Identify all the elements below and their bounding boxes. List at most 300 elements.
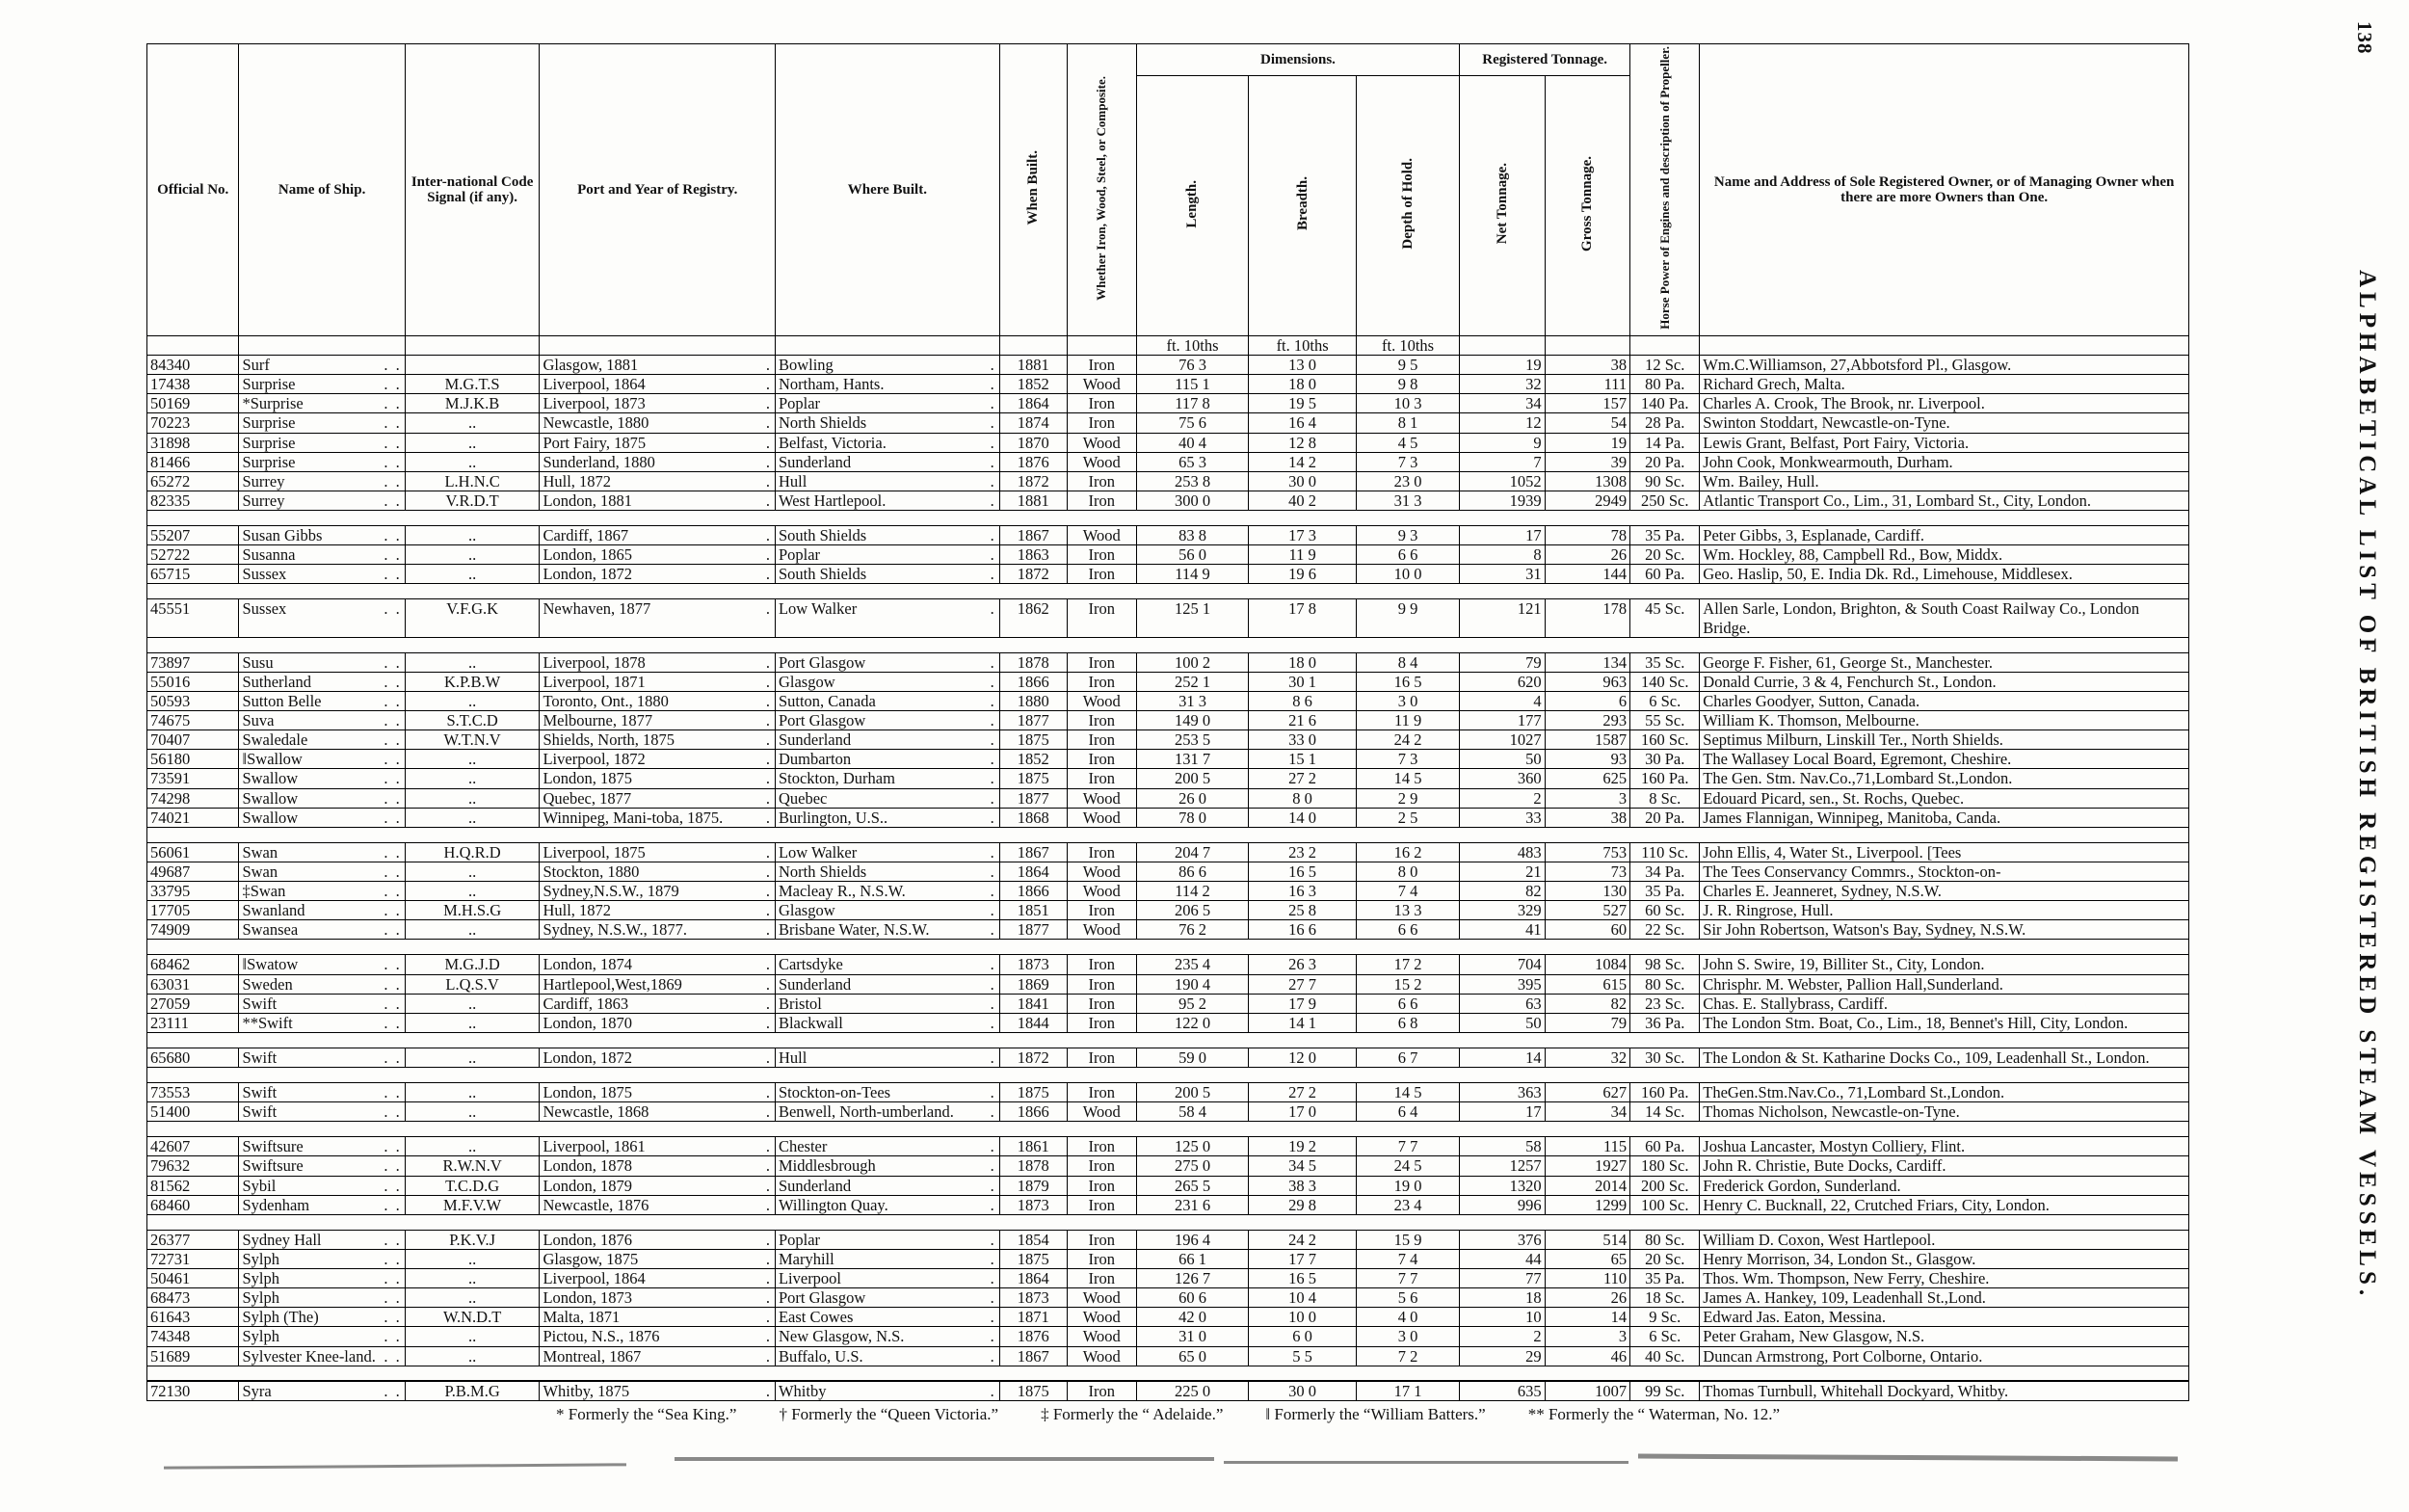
- cell-where-built: North Shields .: [775, 413, 999, 433]
- cell-where-built: Blackwall .: [775, 1013, 999, 1032]
- cell-gross-tonnage: 2949: [1545, 491, 1630, 510]
- cell-official-no: 17705: [147, 901, 239, 920]
- units-blank: [999, 335, 1067, 355]
- cell-horse-power: 6 Sc.: [1630, 691, 1700, 710]
- cell-owner: John R. Christie, Bute Docks, Cardiff.: [1700, 1156, 2189, 1176]
- table-row[interactable]: [147, 599, 2189, 637]
- cell-when-built: 1862: [999, 599, 1067, 637]
- cell-horse-power: 9 Sc.: [1630, 1308, 1700, 1327]
- cell-breadth: 34 5: [1249, 1156, 1357, 1176]
- cell-breadth: 33 0: [1249, 730, 1357, 750]
- cell-net-tonnage: 29: [1460, 1346, 1545, 1366]
- cell-port-and-year: London, 1865 .: [540, 545, 775, 565]
- cell-net-tonnage: 329: [1460, 901, 1545, 920]
- cell-material: Iron: [1067, 750, 1136, 769]
- header-horse-power: Horse Power of Engines and description of Propeller.: [1630, 44, 1700, 336]
- table-row[interactable]: [147, 1048, 2189, 1067]
- cell-official-no: 33795: [147, 882, 239, 901]
- cell-owner: Peter Graham, New Glasgow, N.S.: [1700, 1327, 2189, 1346]
- cell-net-tonnage: 17: [1460, 1102, 1545, 1122]
- cell-code-signal: R.W.N.V: [405, 1156, 540, 1176]
- cell-port-and-year: Liverpool, 1864 .: [540, 375, 775, 394]
- table-row[interactable]: [147, 565, 2189, 584]
- cell-breadth: 17 7: [1249, 1249, 1357, 1268]
- table-row[interactable]: [147, 1195, 2189, 1214]
- cell-net-tonnage: 2: [1460, 1327, 1545, 1346]
- cell-material: Wood: [1067, 526, 1136, 545]
- cell-breadth: 16 6: [1249, 920, 1357, 940]
- table-row[interactable]: [147, 1156, 2189, 1176]
- cell-length: 58 4: [1136, 1102, 1248, 1122]
- table-row[interactable]: [147, 1102, 2189, 1122]
- cell-material: Iron: [1067, 652, 1136, 672]
- row-spacer: [147, 1068, 2189, 1083]
- cell-port-and-year: London, 1872 .: [540, 565, 775, 584]
- cell-name-of-ship: Sutherland . .: [239, 672, 405, 691]
- cell-owner: Wm. Bailey, Hull.: [1700, 471, 2189, 491]
- cell-name-of-ship: Sydenham . .: [239, 1195, 405, 1214]
- cell-when-built: 1863: [999, 545, 1067, 565]
- cell-port-and-year: Melbourne, 1877 .: [540, 711, 775, 730]
- cell-name-of-ship: Swan . .: [239, 862, 405, 881]
- cell-length: 200 5: [1136, 1083, 1248, 1102]
- cell-owner: John S. Swire, 19, Billiter St., City, London.: [1700, 955, 2189, 974]
- table-row[interactable]: [147, 433, 2189, 452]
- cell-horse-power: 60 Sc.: [1630, 901, 1700, 920]
- header-port-and-year: Port and Year of Registry.: [540, 44, 775, 336]
- cell-breadth: 16 4: [1249, 413, 1357, 433]
- cell-official-no: 79632: [147, 1156, 239, 1176]
- cell-name-of-ship: Surprise . .: [239, 433, 405, 452]
- cell-where-built: Sunderland .: [775, 452, 999, 471]
- cell-breadth: 27 2: [1249, 769, 1357, 788]
- table-row[interactable]: [147, 1269, 2189, 1288]
- cell-owner: James A. Hankey, 109, Leadenhall St.,Lond.: [1700, 1288, 2189, 1308]
- cell-horse-power: 36 Pa.: [1630, 1013, 1700, 1032]
- cell-port-and-year: Liverpool, 1875 .: [540, 842, 775, 862]
- cell-code-signal: ..: [405, 882, 540, 901]
- cell-material: Iron: [1067, 1083, 1136, 1102]
- cell-net-tonnage: 4: [1460, 691, 1545, 710]
- cell-when-built: 1877: [999, 788, 1067, 808]
- table-row[interactable]: [147, 882, 2189, 901]
- cell-where-built: Bowling .: [775, 356, 999, 375]
- cell-material: Iron: [1067, 413, 1136, 433]
- cell-net-tonnage: 363: [1460, 1083, 1545, 1102]
- table-row[interactable]: [147, 1083, 2189, 1102]
- cell-depth: 17 1: [1357, 1381, 1460, 1400]
- cell-gross-tonnage: 54: [1545, 413, 1630, 433]
- cell-breadth: 30 0: [1249, 471, 1357, 491]
- cell-horse-power: 30 Pa.: [1630, 750, 1700, 769]
- cell-where-built: Cartsdyke .: [775, 955, 999, 974]
- cell-official-no: 50461: [147, 1269, 239, 1288]
- cell-when-built: 1841: [999, 994, 1067, 1013]
- cell-official-no: 70223: [147, 413, 239, 433]
- cell-code-signal: ..: [405, 452, 540, 471]
- cell-name-of-ship: Suva . .: [239, 711, 405, 730]
- cell-when-built: 1879: [999, 1176, 1067, 1195]
- cell-where-built: Willington Quay. .: [775, 1195, 999, 1214]
- table-row[interactable]: [147, 711, 2189, 730]
- cell-net-tonnage: 77: [1460, 1269, 1545, 1288]
- cell-material: Iron: [1067, 545, 1136, 565]
- cell-code-signal: ..: [405, 545, 540, 565]
- cell-port-and-year: Winnipeg, Mani-toba, 1875. .: [540, 808, 775, 827]
- cell-depth: 4 5: [1357, 433, 1460, 452]
- cell-port-and-year: Liverpool, 1878 .: [540, 652, 775, 672]
- cell-depth: 10 3: [1357, 394, 1460, 413]
- cell-owner: Chas. E. Stallybrass, Cardiff.: [1700, 994, 2189, 1013]
- table-row[interactable]: [147, 1249, 2189, 1268]
- cell-breadth: 30 1: [1249, 672, 1357, 691]
- cell-net-tonnage: 17: [1460, 526, 1545, 545]
- cell-length: 117 8: [1136, 394, 1248, 413]
- cell-where-built: New Glasgow, N.S. .: [775, 1327, 999, 1346]
- cell-gross-tonnage: 111: [1545, 375, 1630, 394]
- cell-net-tonnage: 395: [1460, 974, 1545, 994]
- cell-gross-tonnage: 615: [1545, 974, 1630, 994]
- cell-where-built: Brisbane Water, N.S.W. .: [775, 920, 999, 940]
- table-row[interactable]: [147, 1327, 2189, 1346]
- cell-when-built: 1870: [999, 433, 1067, 452]
- cell-code-signal: W.N.D.T: [405, 1308, 540, 1327]
- cell-where-built: Buffalo, U.S. .: [775, 1346, 999, 1366]
- cell-name-of-ship: Sylph (The) . .: [239, 1308, 405, 1327]
- table-row[interactable]: [147, 788, 2189, 808]
- cell-net-tonnage: 19: [1460, 356, 1545, 375]
- cell-depth: 3 0: [1357, 1327, 1460, 1346]
- cell-port-and-year: Newhaven, 1877 .: [540, 599, 775, 637]
- cell-owner: Charles A. Crook, The Brook, nr. Liverpool.: [1700, 394, 2189, 413]
- header-length: Length.: [1136, 76, 1248, 336]
- cell-material: Wood: [1067, 433, 1136, 452]
- cell-breadth: 8 6: [1249, 691, 1357, 710]
- cell-gross-tonnage: 1007: [1545, 1381, 1630, 1400]
- cell-when-built: 1864: [999, 862, 1067, 881]
- table-row[interactable]: [147, 652, 2189, 672]
- cell-material: Iron: [1067, 394, 1136, 413]
- table-row[interactable]: [147, 672, 2189, 691]
- cell-gross-tonnage: 65: [1545, 1249, 1630, 1268]
- header-dimensions: Dimensions.: [1136, 44, 1459, 76]
- cell-where-built: West Hartlepool. .: [775, 491, 999, 510]
- cell-net-tonnage: 360: [1460, 769, 1545, 788]
- cell-breadth: 12 8: [1249, 433, 1357, 452]
- table-row[interactable]: [147, 413, 2189, 433]
- cell-horse-power: 28 Pa.: [1630, 413, 1700, 433]
- cell-official-no: 63031: [147, 974, 239, 994]
- cell-length: 86 6: [1136, 862, 1248, 881]
- cell-breadth: 38 3: [1249, 1176, 1357, 1195]
- cell-where-built: Port Glasgow .: [775, 711, 999, 730]
- cell-official-no: 73591: [147, 769, 239, 788]
- cell-where-built: North Shields .: [775, 862, 999, 881]
- row-spacer: [147, 1032, 2189, 1048]
- table-row[interactable]: [147, 394, 2189, 413]
- table-row[interactable]: [147, 769, 2189, 788]
- cell-material: Wood: [1067, 375, 1136, 394]
- table-row[interactable]: [147, 491, 2189, 510]
- table-row[interactable]: [147, 862, 2189, 881]
- cell-horse-power: 18 Sc.: [1630, 1288, 1700, 1308]
- cell-horse-power: 12 Sc.: [1630, 356, 1700, 375]
- cell-name-of-ship: Sweden . .: [239, 974, 405, 994]
- cell-length: 235 4: [1136, 955, 1248, 974]
- cell-horse-power: 6 Sc.: [1630, 1327, 1700, 1346]
- table-row[interactable]: [147, 974, 2189, 994]
- cell-gross-tonnage: 26: [1545, 1288, 1630, 1308]
- cell-where-built: Stockton, Durham .: [775, 769, 999, 788]
- table-row[interactable]: [147, 1381, 2189, 1400]
- cell-length: 26 0: [1136, 788, 1248, 808]
- cell-when-built: 1867: [999, 1346, 1067, 1366]
- cell-owner: Henry Morrison, 34, London St., Glasgow.: [1700, 1249, 2189, 1268]
- cell-port-and-year: Newcastle, 1868 .: [540, 1102, 775, 1122]
- cell-name-of-ship: Surrey . .: [239, 471, 405, 491]
- table-row[interactable]: [147, 452, 2189, 471]
- cell-depth: 11 9: [1357, 711, 1460, 730]
- cell-gross-tonnage: 2014: [1545, 1176, 1630, 1195]
- cell-name-of-ship: Swift . .: [239, 1048, 405, 1067]
- cell-gross-tonnage: 78: [1545, 526, 1630, 545]
- cell-port-and-year: Port Fairy, 1875 .: [540, 433, 775, 452]
- cell-depth: 10 0: [1357, 565, 1460, 584]
- cell-breadth: 8 0: [1249, 788, 1357, 808]
- cell-port-and-year: Liverpool, 1872 .: [540, 750, 775, 769]
- cell-material: Wood: [1067, 1308, 1136, 1327]
- cell-length: 75 6: [1136, 413, 1248, 433]
- cell-gross-tonnage: 1587: [1545, 730, 1630, 750]
- cell-port-and-year: Newcastle, 1880 .: [540, 413, 775, 433]
- cell-name-of-ship: Sybil . .: [239, 1176, 405, 1195]
- cell-when-built: 1866: [999, 1102, 1067, 1122]
- cell-where-built: Quebec .: [775, 788, 999, 808]
- cell-name-of-ship: Sylvester Knee-land. . .: [239, 1346, 405, 1366]
- cell-when-built: 1864: [999, 394, 1067, 413]
- cell-horse-power: 60 Pa.: [1630, 1137, 1700, 1156]
- cell-gross-tonnage: 3: [1545, 788, 1630, 808]
- table-row[interactable]: [147, 471, 2189, 491]
- cell-length: 122 0: [1136, 1013, 1248, 1032]
- cell-where-built: Glasgow .: [775, 672, 999, 691]
- cell-gross-tonnage: 60: [1545, 920, 1630, 940]
- cell-official-no: 68460: [147, 1195, 239, 1214]
- cell-where-built: Maryhill .: [775, 1249, 999, 1268]
- cell-name-of-ship: Sylph . .: [239, 1269, 405, 1288]
- cell-port-and-year: Cardiff, 1867 .: [540, 526, 775, 545]
- cell-gross-tonnage: 82: [1545, 994, 1630, 1013]
- cell-net-tonnage: 32: [1460, 375, 1545, 394]
- units-blank: [775, 335, 999, 355]
- cell-net-tonnage: 21: [1460, 862, 1545, 881]
- footnote: ‖ Formerly the “William Batters.”: [1265, 1405, 1486, 1423]
- cell-official-no: 82335: [147, 491, 239, 510]
- cell-port-and-year: Shields, North, 1875 .: [540, 730, 775, 750]
- cell-code-signal: ..: [405, 1102, 540, 1122]
- cell-code-signal: ..: [405, 1269, 540, 1288]
- cell-name-of-ship: Susan Gibbs . .: [239, 526, 405, 545]
- cell-depth: 19 0: [1357, 1176, 1460, 1195]
- cell-depth: 7 4: [1357, 882, 1460, 901]
- cell-depth: 6 8: [1357, 1013, 1460, 1032]
- table-row[interactable]: [147, 842, 2189, 862]
- table-row[interactable]: [147, 356, 2189, 375]
- cell-net-tonnage: 483: [1460, 842, 1545, 862]
- cell-official-no: 81466: [147, 452, 239, 471]
- cell-depth: 7 3: [1357, 452, 1460, 471]
- cell-depth: 7 2: [1357, 1346, 1460, 1366]
- header-registered-tonnage: Registered Tonnage.: [1460, 44, 1630, 76]
- table-row[interactable]: [147, 1346, 2189, 1366]
- table-row[interactable]: [147, 1308, 2189, 1327]
- cell-net-tonnage: 50: [1460, 750, 1545, 769]
- cell-owner: The Gen. Stm. Nav.Co.,71,Lombard St.,London.: [1700, 769, 2189, 788]
- cell-owner: Chrisphr. M. Webster, Pallion Hall,Sunderland.: [1700, 974, 2189, 994]
- cell-length: 131 7: [1136, 750, 1248, 769]
- cell-where-built: Northam, Hants. .: [775, 375, 999, 394]
- cell-owner: Atlantic Transport Co., Lim., 31, Lombard St., City, London.: [1700, 491, 2189, 510]
- cell-net-tonnage: 121: [1460, 599, 1545, 637]
- cell-official-no: 72731: [147, 1249, 239, 1268]
- cell-horse-power: 8 Sc.: [1630, 788, 1700, 808]
- cell-name-of-ship: Swallow . .: [239, 769, 405, 788]
- cell-official-no: 65680: [147, 1048, 239, 1067]
- table-row[interactable]: [147, 920, 2189, 940]
- cell-code-signal: T.C.D.G: [405, 1176, 540, 1195]
- cell-horse-power: 14 Sc.: [1630, 1102, 1700, 1122]
- table-row[interactable]: [147, 901, 2189, 920]
- cell-gross-tonnage: 14: [1545, 1308, 1630, 1327]
- cell-length: 60 6: [1136, 1288, 1248, 1308]
- table-row[interactable]: [147, 1288, 2189, 1308]
- cell-code-signal: V.F.G.K: [405, 599, 540, 637]
- units-row: [147, 335, 2189, 355]
- cell-owner: George F. Fisher, 61, George St., Manchester.: [1700, 652, 2189, 672]
- cell-port-and-year: Glasgow, 1881 .: [540, 356, 775, 375]
- cell-name-of-ship: Swallow . .: [239, 788, 405, 808]
- cell-gross-tonnage: 157: [1545, 394, 1630, 413]
- cell-owner: Septimus Milburn, Linskill Ter., North Shields.: [1700, 730, 2189, 750]
- table-row[interactable]: [147, 1176, 2189, 1195]
- cell-gross-tonnage: 963: [1545, 672, 1630, 691]
- row-spacer: [147, 827, 2189, 842]
- cell-code-signal: ..: [405, 691, 540, 710]
- cell-horse-power: 20 Pa.: [1630, 808, 1700, 827]
- table-row[interactable]: [147, 691, 2189, 710]
- ship-register-table: [146, 43, 2189, 1401]
- units-breadth: ft. 10ths: [1249, 335, 1357, 355]
- cell-material: Wood: [1067, 1102, 1136, 1122]
- cell-breadth: 16 5: [1249, 862, 1357, 881]
- cell-length: 114 2: [1136, 882, 1248, 901]
- cell-name-of-ship: ‖Swallow . .: [239, 750, 405, 769]
- cell-code-signal: M.F.V.W: [405, 1195, 540, 1214]
- cell-material: Wood: [1067, 1288, 1136, 1308]
- row-spacer: [147, 1214, 2189, 1230]
- cell-official-no: 65272: [147, 471, 239, 491]
- cell-port-and-year: London, 1873 .: [540, 1288, 775, 1308]
- cell-code-signal: ..: [405, 769, 540, 788]
- cell-material: Iron: [1067, 711, 1136, 730]
- cell-when-built: 1852: [999, 375, 1067, 394]
- cell-when-built: 1872: [999, 471, 1067, 491]
- cell-owner: The London & St. Katharine Docks Co., 109, Leadenhall St., London.: [1700, 1048, 2189, 1067]
- table-row[interactable]: [147, 545, 2189, 565]
- table-row[interactable]: [147, 1013, 2189, 1032]
- units-blank: [147, 335, 239, 355]
- cell-owner: Allen Sarle, London, Brighton, & South Coast Railway Co., London Bridge.: [1700, 599, 2189, 637]
- cell-name-of-ship: ‖Swatow . .: [239, 955, 405, 974]
- cell-depth: 15 2: [1357, 974, 1460, 994]
- cell-code-signal: [405, 356, 540, 375]
- cell-owner: Thomas Turnbull, Whitehall Dockyard, Whitby.: [1700, 1381, 2189, 1400]
- cell-length: 125 1: [1136, 599, 1248, 637]
- cell-net-tonnage: 1939: [1460, 491, 1545, 510]
- cell-gross-tonnage: 110: [1545, 1269, 1630, 1288]
- cell-length: 206 5: [1136, 901, 1248, 920]
- cell-port-and-year: London, 1881 .: [540, 491, 775, 510]
- cell-net-tonnage: 44: [1460, 1249, 1545, 1268]
- table-row[interactable]: [147, 750, 2189, 769]
- footnote: * Formerly the “Sea King.”: [556, 1405, 737, 1423]
- cell-name-of-ship: Surprise . .: [239, 452, 405, 471]
- cell-name-of-ship: Surf . .: [239, 356, 405, 375]
- cell-where-built: Glasgow .: [775, 901, 999, 920]
- header-net-tonnage: Net Tonnage.: [1460, 76, 1545, 336]
- table-row[interactable]: [147, 526, 2189, 545]
- cell-official-no: 74021: [147, 808, 239, 827]
- cell-depth: 6 4: [1357, 1102, 1460, 1122]
- table-row[interactable]: [147, 1230, 2189, 1249]
- cell-breadth: 24 2: [1249, 1230, 1357, 1249]
- cell-breadth: 25 8: [1249, 901, 1357, 920]
- table-row[interactable]: [147, 955, 2189, 974]
- cell-where-built: Poplar .: [775, 394, 999, 413]
- cell-net-tonnage: 7: [1460, 452, 1545, 471]
- cell-net-tonnage: 58: [1460, 1137, 1545, 1156]
- cell-code-signal: H.Q.R.D: [405, 842, 540, 862]
- cell-horse-power: 99 Sc.: [1630, 1381, 1700, 1400]
- table-row[interactable]: [147, 730, 2189, 750]
- cell-code-signal: ..: [405, 1137, 540, 1156]
- cell-material: Wood: [1067, 1327, 1136, 1346]
- cell-port-and-year: London, 1874 .: [540, 955, 775, 974]
- cell-depth: 17 2: [1357, 955, 1460, 974]
- table-row[interactable]: [147, 1137, 2189, 1156]
- table-row[interactable]: [147, 994, 2189, 1013]
- cell-code-signal: ..: [405, 808, 540, 827]
- cell-length: 56 0: [1136, 545, 1248, 565]
- cell-name-of-ship: Susanna . .: [239, 545, 405, 565]
- cell-port-and-year: Hull, 1872 .: [540, 471, 775, 491]
- cell-official-no: 17438: [147, 375, 239, 394]
- cell-material: Iron: [1067, 842, 1136, 862]
- table-row[interactable]: [147, 808, 2189, 827]
- cell-horse-power: 35 Sc.: [1630, 652, 1700, 672]
- cell-official-no: 74348: [147, 1327, 239, 1346]
- cell-breadth: 16 5: [1249, 1269, 1357, 1288]
- header-gross-tonnage: Gross Tonnage.: [1545, 76, 1630, 336]
- cell-length: 200 5: [1136, 769, 1248, 788]
- header-material: Whether Iron, Wood, Steel, or Composite.: [1067, 44, 1136, 336]
- cell-breadth: 17 0: [1249, 1102, 1357, 1122]
- table-row[interactable]: [147, 375, 2189, 394]
- cell-owner: The Wallasey Local Board, Egremont, Cheshire.: [1700, 750, 2189, 769]
- header-official-no: Official No.: [147, 44, 239, 336]
- cell-gross-tonnage: 26: [1545, 545, 1630, 565]
- cell-length: 42 0: [1136, 1308, 1248, 1327]
